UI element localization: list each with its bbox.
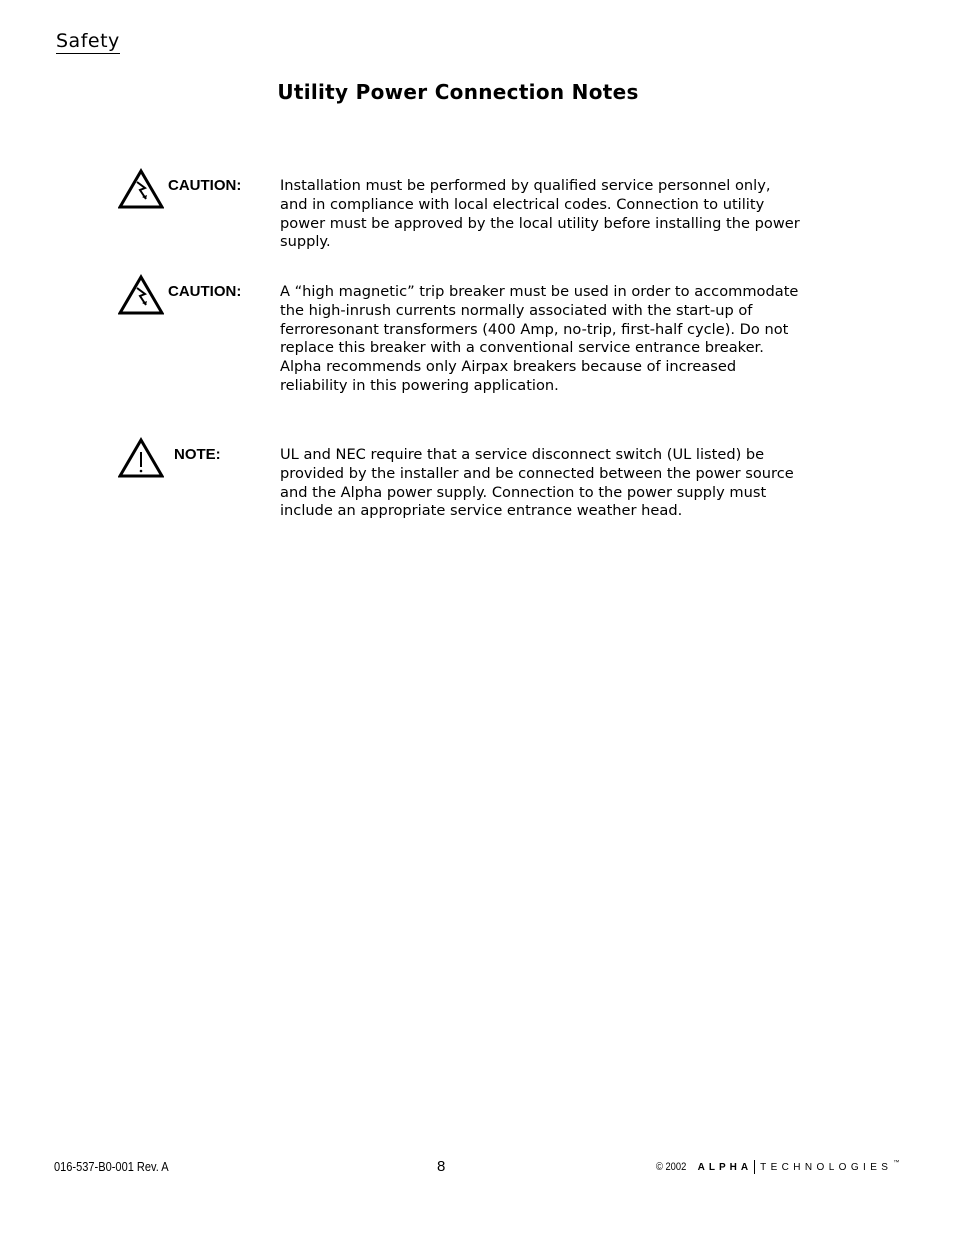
notice-text: UL and NEC require that a service disconnect switch (UL listed) be provided by the installer and be connected between the power source and the Alpha power supply. Connection to the power supply must include an appropriate service entrance weather head. [280, 446, 794, 520]
caution-label: CAUTION: [168, 177, 242, 194]
section-header: Safety [56, 30, 120, 52]
page-title: Utility Power Connection Notes [277, 80, 639, 104]
notice-text: A “high magnetic” trip breaker must be used in order to accommodate the high-inrush currents normally associated with the start-up of ferroresonant transformers (400 Amp, no-trip, first-half cycle). Do not replace this breaker with a conventional service entrance breaker. Alpha recommends only Airpax breakers because of increased reliability in this powering application. [280, 283, 799, 394]
copyright-notice: © 2002 [656, 1161, 687, 1173]
brand-divider [754, 1160, 755, 1174]
brand-technologies: TECHNOLOGIES [760, 1161, 893, 1173]
notice-text: Installation must be performed by qualified service personnel only, and in compliance with local electrical codes. Connection to utility power must be approved by the local utility before installing the power supply. [280, 177, 800, 251]
warning-exclamation-icon [118, 437, 164, 479]
company-logo [656, 1160, 899, 1174]
brand-alpha: ALPHA [697, 1161, 753, 1173]
electrical-hazard-icon [118, 274, 164, 316]
electrical-hazard-icon [118, 168, 164, 210]
note-label: NOTE: [174, 446, 221, 463]
page-number: 8 [437, 1158, 446, 1175]
caution-label: CAUTION: [168, 283, 242, 300]
trademark-symbol: ™ [893, 1160, 900, 1166]
document-number: 016-537-B0-001 Rev. A [54, 1159, 169, 1174]
